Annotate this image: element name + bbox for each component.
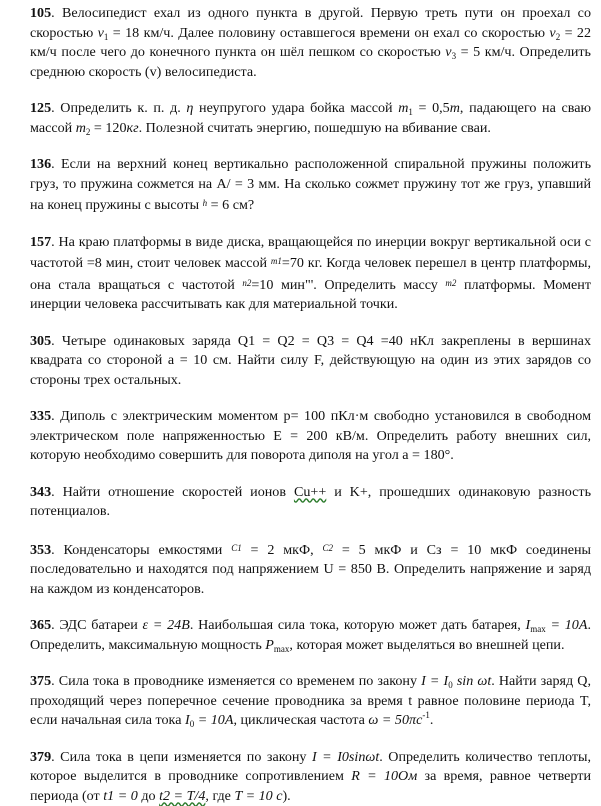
symbol-imax: I — [526, 617, 531, 633]
problem-text: = 2 мкФ, — [242, 542, 323, 558]
problem-text: неупругого удара бойка массой — [193, 100, 398, 116]
problem-text: , которая может выделяться во внешней цепи. — [289, 637, 564, 653]
problem-125 — [30, 99, 591, 138]
symbol-v3: v — [445, 44, 451, 60]
problem-text: . ЭДС батареи — [51, 617, 142, 633]
problem-text: . Определить количество теплоты, которое выделится в проводнике сопротивлением — [30, 749, 591, 785]
superscript: -1 — [422, 710, 430, 720]
symbol-pmax: P — [265, 637, 274, 653]
problem-text: . — [430, 712, 434, 728]
ion-copper: Cu++ — [294, 484, 326, 500]
symbol-c1: C1 — [231, 543, 242, 553]
problem-text: . Наибольшая сила тока, которую может дать батарея, — [190, 617, 526, 633]
problem-157 — [30, 233, 591, 315]
formula-law: I = I — [421, 673, 448, 689]
problem-number: 136 — [30, 156, 51, 172]
value: = 10А — [546, 617, 588, 633]
symbol-v1: v — [98, 25, 104, 41]
problem-text: = 22 км/ч после чего до конечного пункта он шёл пешком со скоростью — [30, 25, 591, 61]
problem-number: 335 — [30, 408, 51, 424]
problem-text: . Велосипедист ехал из одного пункта в другой. Первую треть пути он проехал со скоростью — [30, 5, 591, 41]
symbol-v2: v — [549, 25, 555, 41]
symbol-h: h — [203, 198, 208, 208]
problem-136 — [30, 155, 591, 216]
problem-number: 105 — [30, 5, 51, 21]
subscript: max — [530, 624, 546, 634]
problem-text: = 6 см? — [207, 197, 254, 213]
symbol-i0: I — [185, 712, 190, 728]
problem-text: . Если на верхний конец вертикально расположенной спиральной пружины положить груз, то пружина сожмется на A/ = 3 мм. На сколько сожмет пружину тот же груз, упавший на конец пружины с высоты — [30, 156, 591, 213]
problem-305 — [30, 332, 591, 391]
problem-number: 305 — [30, 333, 51, 349]
problem-text: . Сила тока в проводнике изменяется со временем по закону — [51, 673, 421, 689]
problem-text: . Определить к. п. д. — [51, 100, 186, 116]
problem-text: . Определить, максимальную мощность — [30, 617, 591, 653]
problem-text: . Конденсаторы емкостями — [51, 542, 231, 558]
problem-353 — [30, 539, 591, 600]
problem-text: до — [138, 788, 159, 804]
subscript: 3 — [452, 51, 457, 61]
problem-335 — [30, 407, 591, 466]
problem-105 — [30, 4, 591, 82]
problem-text: . Сила тока в цепи изменяется по закону — [51, 749, 312, 765]
problem-365 — [30, 616, 591, 655]
formula-period: T = 10 c — [234, 788, 282, 804]
problem-number: 125 — [30, 100, 51, 116]
subscript: 1 — [408, 107, 413, 117]
subscript: 0 — [448, 680, 453, 690]
symbol-m2: m — [76, 120, 86, 136]
problem-text: , где — [205, 788, 234, 804]
problem-text: . Найти заряд Q, проходящий через поперечное сечение проводника за время t равное половине периода T, если начальная сила тока — [30, 673, 591, 728]
symbol-eta: η — [186, 100, 193, 116]
problem-number: 375 — [30, 673, 51, 689]
formula-t1: t1 = 0 — [103, 788, 138, 804]
formula-t2: t2 = T/4 — [159, 788, 205, 804]
formula-omega: ω = 50πc — [368, 712, 422, 728]
problem-number: 353 — [30, 542, 51, 558]
problem-text: , падающего на сваю массой — [30, 100, 591, 136]
symbol-m2: m2 — [445, 278, 456, 288]
problem-text: . На краю платформы в виде диска, вращающейся по инерции вокруг вертикальной оси с частотой =8 мин, стоит человек массой — [30, 234, 591, 272]
problem-text: = 5 км/ч. Определить среднюю скорость (v) велосипедиста. — [30, 44, 591, 80]
problem-number: 379 — [30, 749, 51, 765]
symbol-n2: n2 — [242, 278, 251, 288]
problem-text: . Четыре одинаковых заряда Q1 = Q2 = Q3 = Q4 =40 нКл закреплены в вершинах квадрата со стороной а = 10 см. Найти силу F, действующую на один из этих зарядов со стороны трех остальных. — [30, 333, 591, 388]
symbol-m1: m — [398, 100, 408, 116]
symbol-m1: m1 — [271, 256, 282, 266]
symbol-c2: C2 — [323, 543, 334, 553]
subscript: 2 — [556, 32, 561, 42]
problem-number: 365 — [30, 617, 51, 633]
unit: кг — [127, 120, 139, 136]
formula-law: I = I0sinωt — [312, 749, 379, 765]
problem-375 — [30, 672, 591, 731]
unit: m — [450, 100, 460, 116]
problem-text: . Полезной считать энергию, пошедшую на вбивание сваи. — [139, 120, 491, 136]
subscript: 2 — [86, 127, 91, 137]
problem-text: ). — [282, 788, 290, 804]
value: = 10А — [194, 712, 233, 728]
subscript: 0 — [190, 719, 195, 729]
subscript: 1 — [104, 32, 109, 42]
formula-resistance: R = 10Ом — [351, 768, 417, 784]
problem-text: . Диполь с электрическим моментом p= 100 пКл·м свободно установился в свободном электрическом поле напряженностью E = 200 кВ/м. Определить работу внешних сил, которую необходимо совершить для поворота диполя на угол a = 180°. — [30, 408, 591, 463]
problem-text: = 5 мкФ и Сз = 10 мкФ соединены последовательно и находятся под напряжением U = 850 В. Определить напряжение и заряд на каждом из конденсаторов. — [30, 542, 591, 597]
value: = 0,5 — [413, 100, 450, 116]
subscript: max — [274, 644, 290, 654]
value: = 120 — [90, 120, 126, 136]
problem-text: платформы. Момент инерции человека рассчитывать как для материальной точки. — [30, 277, 591, 313]
problem-text: и K+, прошедших одинаковую разность потенциалов. — [30, 484, 591, 520]
problem-text: за время, равное четверти периода (от — [30, 768, 591, 804]
problem-text: , циклическая частота — [233, 712, 368, 728]
problem-343 — [30, 483, 591, 522]
formula-emf: ε = 24В — [143, 617, 190, 633]
problem-text: =10 мин"'. Определить массу — [251, 277, 445, 293]
problem-text: =70 кг. Когда человек перешел в центр платформы, она стала вращаться с частотой — [30, 255, 591, 293]
problem-text: = 18 км/ч. Далее половину оставшегося времени он ехал со скоростью — [108, 25, 549, 41]
problem-number: 157 — [30, 234, 51, 250]
problem-text: . Найти отношение скоростей ионов — [51, 484, 294, 500]
problem-379 — [30, 748, 591, 806]
formula-law: sin ωt — [453, 673, 492, 689]
problem-number: 343 — [30, 484, 51, 500]
